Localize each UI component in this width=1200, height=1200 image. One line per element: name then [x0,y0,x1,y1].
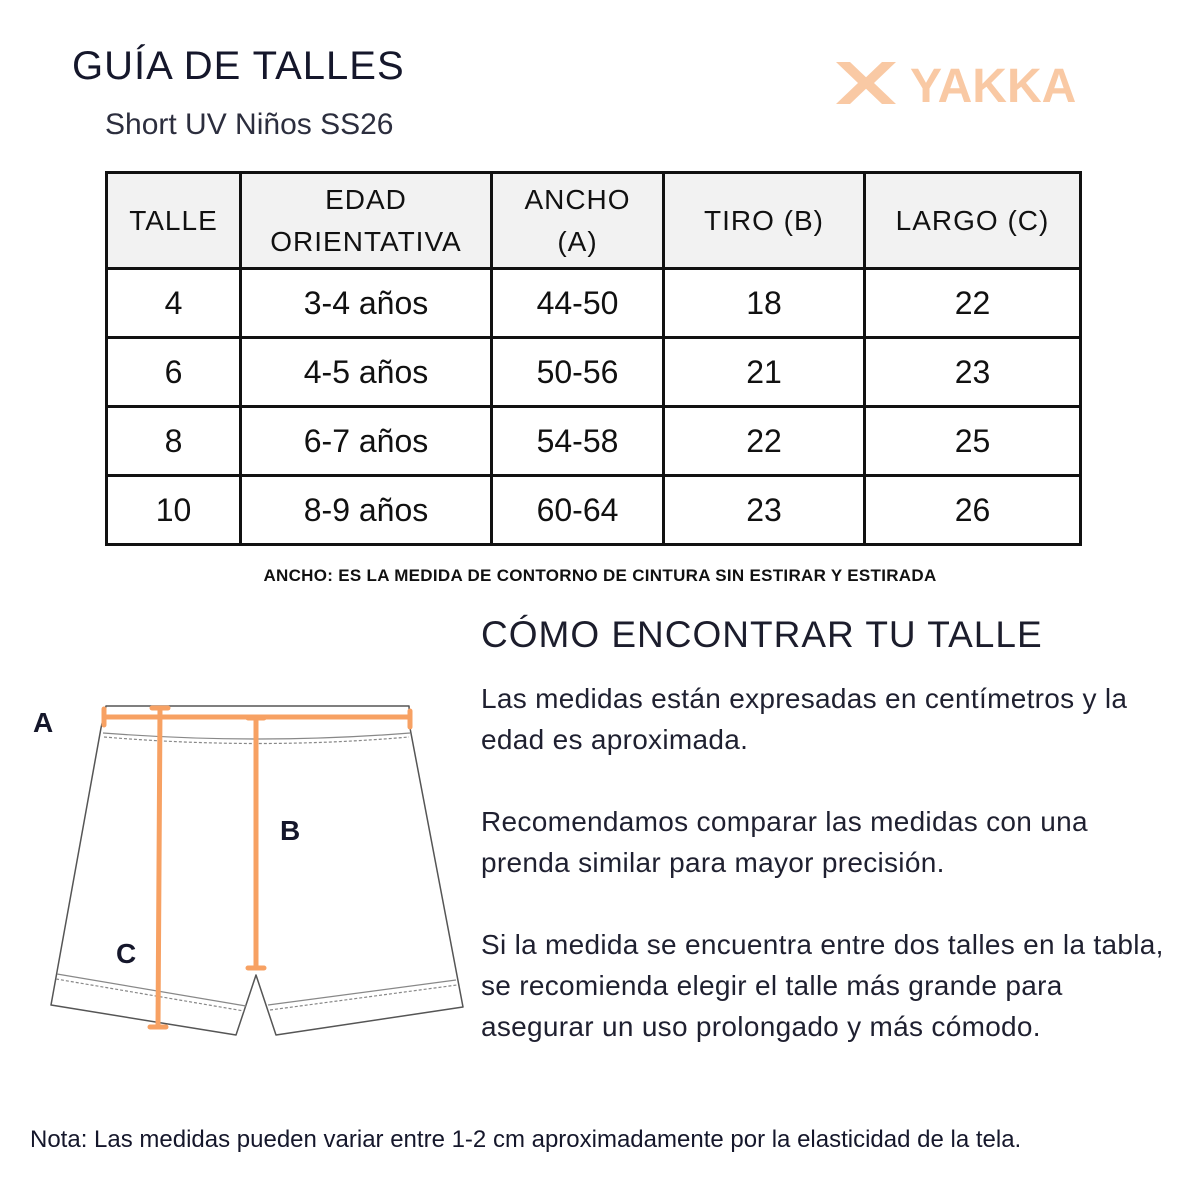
cell-largo: 23 [865,338,1081,407]
table-row [107,407,1081,476]
cell-talle: 4 [107,269,241,338]
cell-edad: 3-4 años [241,269,492,338]
brand-logo [836,58,1131,108]
table-row [107,338,1081,407]
cell-edad: 6-7 años [241,407,492,476]
cell-talle: 6 [107,338,241,407]
cell-tiro: 21 [664,338,865,407]
cell-ancho: 54-58 [492,407,664,476]
cell-ancho: 60-64 [492,476,664,545]
col-header-edad: EDAD ORIENTATIVA [241,173,492,269]
cell-largo: 25 [865,407,1081,476]
ancho-footnote: ANCHO: ES LA MEDIDA DE CONTORNO DE CINTURA SIN ESTIRAR Y ESTIRADA [263,566,937,585]
guide-paragraph-1: Las medidas están expresadas en centímetros y la edad es aproximada. [481,683,1128,755]
label-a: A [33,707,54,738]
cell-tiro: 18 [664,269,865,338]
col-header-ancho: ANCHO (A) [492,173,664,269]
col-header-talle: TALLE [107,173,241,269]
cell-talle: 10 [107,476,241,545]
cell-tiro: 23 [664,476,865,545]
col-header-largo: LARGO (C) [865,173,1081,269]
cell-edad: 4-5 años [241,338,492,407]
page-title: GUÍA DE TALLES [72,44,405,88]
table-header-row [107,173,1081,269]
col-header-tiro: TIRO (B) [664,173,865,269]
cell-tiro: 22 [664,407,865,476]
guide-paragraph-3: Si la medida se encuentra entre dos talles en la tabla, se recomienda elegir el talle más grande para asegurar un uso prolongado y más cómodo. [481,929,1164,1042]
cell-ancho: 50-56 [492,338,664,407]
table-row [107,476,1081,545]
guide-title: CÓMO ENCONTRAR TU TALLE [481,614,1043,655]
guide-paragraph-2: Recomendamos comparar las medidas con una prenda similar para mayor precisión. [481,806,1088,878]
cell-largo: 26 [865,476,1081,545]
cell-largo: 22 [865,269,1081,338]
label-b: B [280,815,301,846]
cell-talle: 8 [107,407,241,476]
label-c: C [116,938,137,969]
page-subtitle: Short UV Niños SS26 [105,108,394,141]
brand-wordmark: YAKKA [910,60,1077,108]
measure-c-line [158,708,160,1027]
table-row [107,269,1081,338]
cell-edad: 8-9 años [241,476,492,545]
cell-ancho: 44-50 [492,269,664,338]
shorts-diagram [0,690,480,1050]
elasticity-note: Nota: Las medidas pueden variar entre 1-2 cm aproximadamente por la elasticidad de la tela. [30,1126,1022,1153]
size-table [105,171,1082,546]
